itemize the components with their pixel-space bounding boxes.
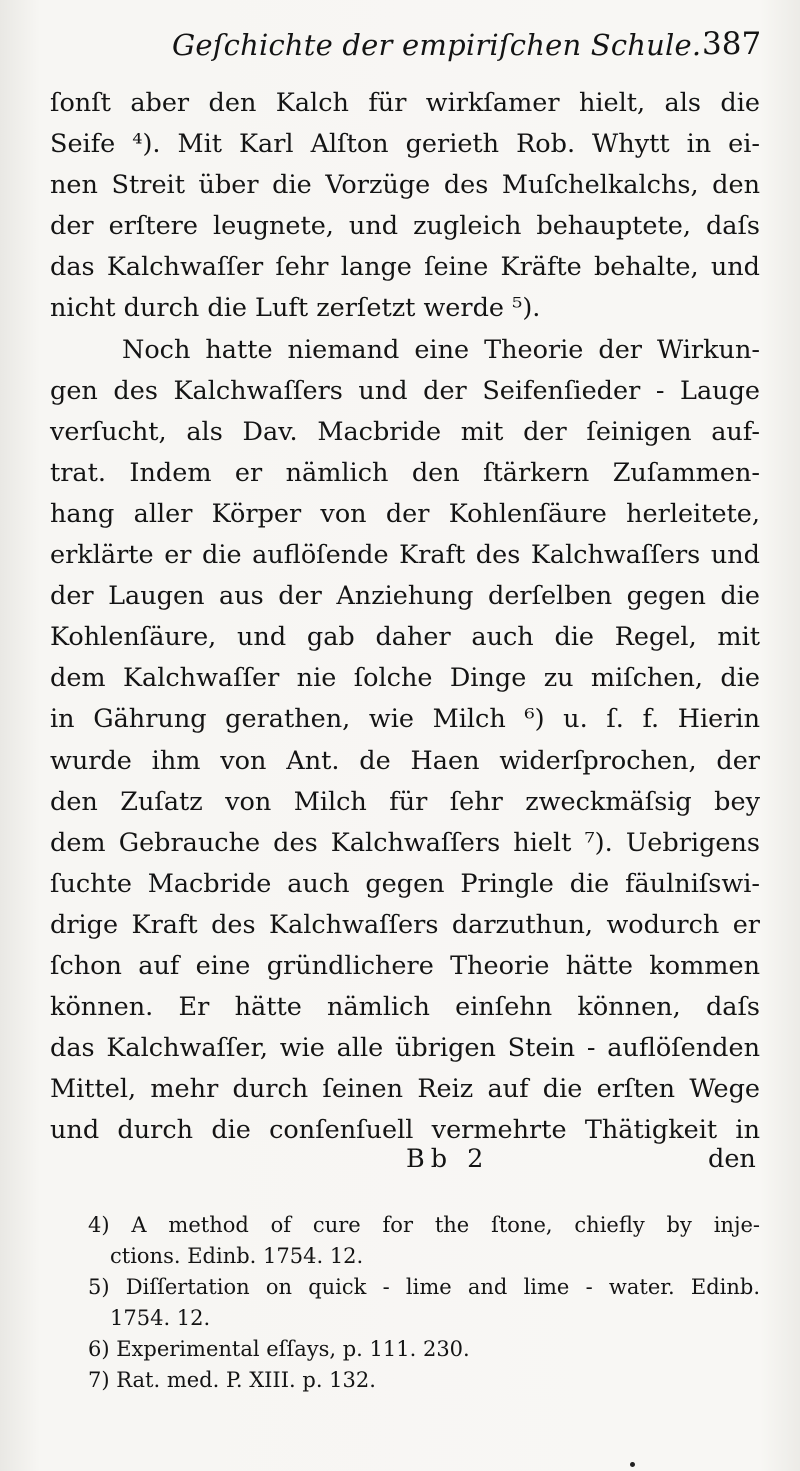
- text-line: dem Gebrauche des Kalchwaſſers hielt ⁷). Uebrigens: [50, 827, 760, 858]
- text-line: ſonſt aber den Kalch für wirkſamer hielt, als die: [50, 88, 760, 118]
- footnote-6: 6) Experimental eſſays, p. 111. 230.: [88, 1337, 470, 1361]
- footnote-4-continued: ctions. Edinb. 1754. 12.: [110, 1244, 364, 1268]
- text-line: Mittel, mehr durch ſeinen Reiz auf die erſten Wege: [50, 1074, 760, 1105]
- footnote-7: 7) Rat. med. P. XIII. p. 132.: [88, 1368, 376, 1392]
- text-line: drige Kraft des Kalchwaſſers darzuthun, wodurch er: [50, 909, 760, 940]
- footnote-4: 4) A method of cure for the ſtone, chiefly by inje-: [88, 1213, 760, 1237]
- text-line: der erſtere leugnete, und zugleich behauptete, daſs: [50, 211, 760, 242]
- text-line: das Kalchwaſſer, wie alle übrigen Stein - auflöſenden: [50, 1033, 760, 1064]
- text-line: nen Streit über die Vorzüge des Muſchelkalchs, den: [50, 170, 760, 201]
- text-line: können. Er hätte nämlich einſehn können, daſs: [50, 992, 760, 1023]
- text-line: und durch die conſenſuell vermehrte Thätigkeit in: [50, 1115, 760, 1146]
- text-line: Kohlenſäure, und gab daher auch die Regel, mit: [50, 622, 760, 653]
- text-line: in Gährung gerathen, wie Milch ⁶) u. ſ. f. Hierin: [50, 704, 760, 735]
- text-line: nicht durch die Luft zerſetzt werde ⁵).: [50, 293, 541, 324]
- text-line: erklärte er die auflöſende Kraft des Kalchwaſſers und: [50, 540, 760, 571]
- footnote-5: 5) Diſſertation on quick - lime and lime - water. Edinb.: [88, 1275, 760, 1299]
- text-line: ſuchte Macbride auch gegen Pringle die fäulniſswi-: [50, 868, 760, 899]
- text-line: trat. Indem er nämlich den ſtärkern Zuſammen-: [50, 457, 760, 488]
- catchword: den: [708, 1144, 756, 1174]
- text-line: den Zuſatz von Milch für ſehr zweckmäſsig bey: [50, 786, 760, 817]
- ink-speck: [630, 1462, 635, 1467]
- running-title: Geſchichte der empiriſchen Schule.: [172, 28, 702, 62]
- page-number: 387: [702, 26, 762, 62]
- printer-signature: Bb 2: [406, 1144, 490, 1174]
- text-line: Noch hatte niemand eine Theorie der Wirkun-: [122, 334, 760, 365]
- text-line: gen des Kalchwaſſers und der Seifenſieder - Lauge: [50, 375, 760, 406]
- text-line: hang aller Körper von der Kohlenſäure herleitete,: [50, 498, 760, 529]
- footnote-5-continued: 1754. 12.: [110, 1306, 211, 1330]
- text-line: ſchon auf eine gründlichere Theorie hätte kommen: [50, 950, 760, 981]
- text-line: Seife ⁴). Mit Karl Alſton gerieth Rob. Whytt in ei-: [50, 129, 760, 160]
- text-line: dem Kalchwaſſer nie ſolche Dinge zu miſchen, die: [50, 663, 760, 694]
- text-line: wurde ihm von Ant. de Haen widerſprochen, der: [50, 745, 760, 776]
- text-line: das Kalchwaſſer ſehr lange ſeine Kräfte behalte, und: [50, 252, 760, 283]
- footnotes: [88, 1210, 760, 1396]
- body-text: [50, 83, 760, 1151]
- signature-line: [0, 1140, 800, 1180]
- text-line: der Laugen aus der Anziehung derſelben gegen die: [50, 581, 760, 612]
- page-header: [0, 20, 800, 70]
- text-line: verſucht, als Dav. Macbride mit der ſeinigen auf-: [50, 416, 760, 447]
